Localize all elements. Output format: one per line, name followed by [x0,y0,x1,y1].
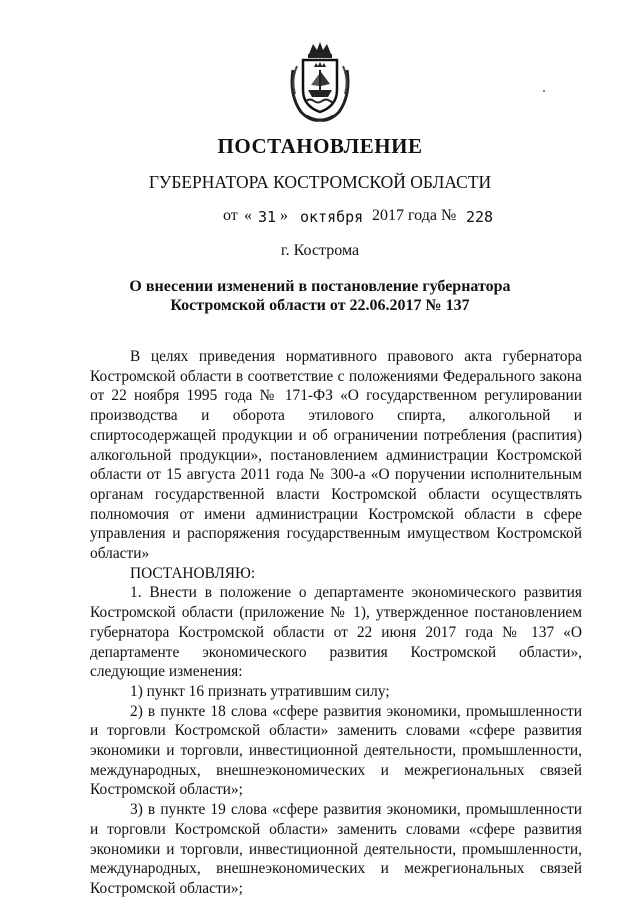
coat-of-arms-icon [287,40,353,124]
document-body [90,347,582,899]
date-prefix: от [223,207,238,224]
decree-word: ПОСТАНОВЛЯЮ: [130,564,256,582]
document-heading [0,277,640,315]
document-title: ПОСТАНОВЛЕНИЕ [217,134,423,158]
subitem-3: 3) в пункте 19 слова «сфере развития экономики, промышленности и торговли Костромской области» заменить словами «сфере развития экономики и торговли, инвестиционной деятельности, промышленности, международных, внешнеэкономических и межрегиональных связей Костромской области»; [90,801,582,897]
document-subtitle: ГУБЕРНАТОРА КОСТРОМСКОЙ ОБЛАСТИ [148,172,492,192]
date-year: 2017 года № [372,207,457,224]
date-line [0,207,640,229]
date-open-quote: « [244,207,252,224]
item-1-paragraph: 1. Внести в положение о департаменте экономического развития Костромской области (приложение № 1), утвержденное постановлением губернатора Костромской области от 22 июня 2017 года № 137 «О департаменте экономического развития Костромской области», следующие изменения: [90,584,582,681]
preamble-paragraph: В целях приведения нормативного правового акта губернатора Костромской области в соответствие с положениями Федерального закона от 22 ноября 1995 года № 171-ФЗ «О государственном регулировании производства и оборота этилового спирта, алкогольной и спиртосодержащей продукции и об ограничении потребления (распития) алкогольной продукции», постановлением администрации Костромской области от 15 августа 2011 года № 300-а «О поручении исполнительным органам государственной власти Костромской области осуществлять полномочия от имени администрации Костромской области в сфере управления и распоряжения государственным имуществом Костромской области» [90,348,582,563]
city-name: г. Кострома [280,242,360,259]
document-number: 228 [466,208,494,226]
scan-dot [543,90,545,92]
heading-line-1: О внесении изменений в постановление губернатора [129,278,511,295]
subitem-2: 2) в пункте 18 слова «сфере развития экономики, промышленности и торговли Костромской области» заменить словами «сфере развития экономики и торговли, инвестиционной деятельности, промышленности, международных, внешнеэкономических и межрегиональных связей Костромской области»; [90,702,582,799]
date-day: 31 [258,208,277,226]
heading-line-2: Костромской области от 22.06.2017 № 137 [170,297,470,314]
date-close-quote: » [280,207,288,224]
date-month: октября [300,208,364,226]
subitem-1: 1) пункт 16 признать утратившим силу; [130,682,390,700]
